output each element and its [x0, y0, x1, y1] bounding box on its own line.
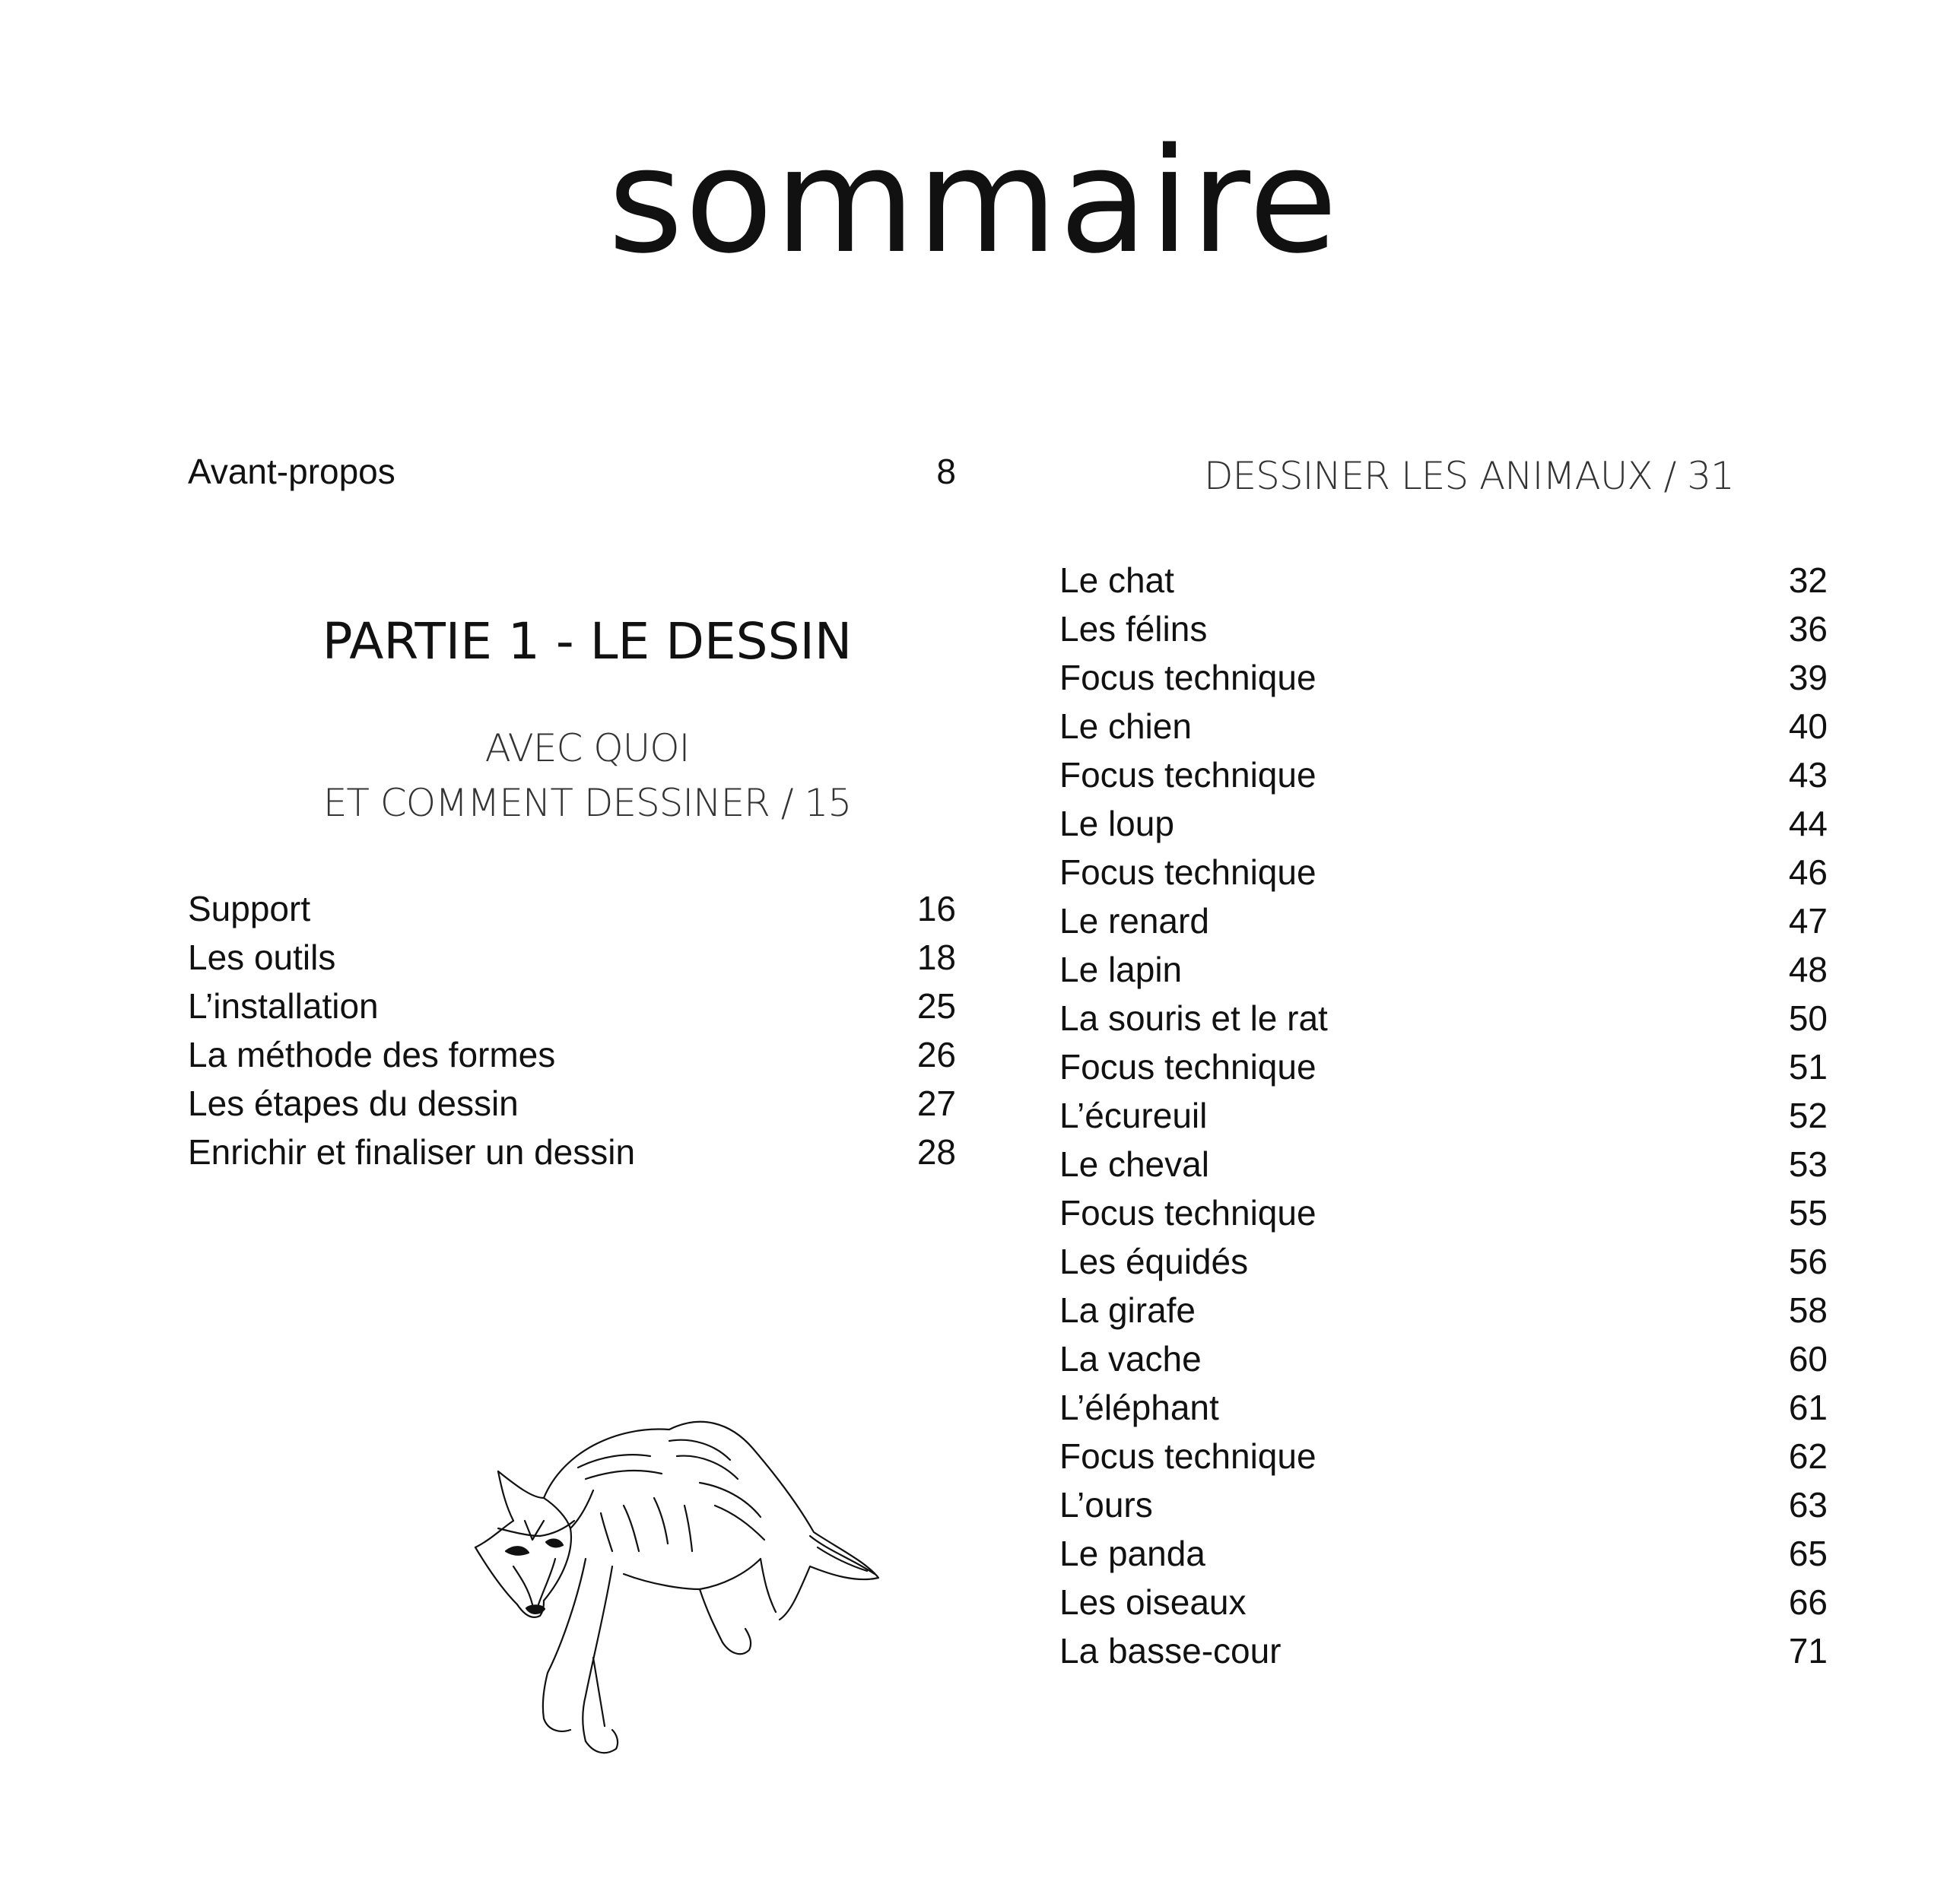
toc-entry-label: La basse-cour — [1059, 1631, 1282, 1671]
toc-entry-page: 44 — [1788, 804, 1828, 843]
toc-entry-page: 43 — [1788, 755, 1828, 795]
toc-entry-page: 46 — [1788, 852, 1828, 892]
wolf-drawing-icon — [472, 1384, 882, 1779]
toc-entry-label: Focus technique — [1059, 1436, 1317, 1476]
toc-entry-page: 27 — [916, 1084, 956, 1123]
part-title: PARTIE 1 - LE DESSIN — [322, 612, 853, 671]
toc-entry-label: Les félins — [1059, 609, 1208, 649]
toc-entry-page: 55 — [1788, 1193, 1828, 1233]
section-heading-line2: ET COMMENT DESSINER / 15 — [322, 781, 852, 825]
toc-entry-label: La méthode des formes — [188, 1035, 556, 1074]
toc-entry-label: Enrichir et finaliser un dessin — [188, 1132, 636, 1172]
toc-entry-page: 28 — [916, 1132, 956, 1172]
toc-entry-label: Focus technique — [1059, 852, 1317, 892]
toc-entry-label: Les équidés — [1059, 1242, 1249, 1281]
section-heading-line1: AVEC QUOI — [484, 726, 690, 770]
toc-entry-page: 8 — [936, 452, 956, 491]
toc-entry-page: 71 — [1788, 1631, 1828, 1671]
toc-entry-label: Les outils — [188, 938, 336, 977]
toc-entry-label: Focus technique — [1059, 1047, 1317, 1087]
toc-entry-label: Focus technique — [1059, 658, 1317, 697]
section-heading-part1 — [188, 721, 986, 830]
toc-entry-page: 50 — [1788, 998, 1828, 1038]
toc-entry-label: Support — [188, 889, 311, 928]
toc-entry-page: 18 — [916, 938, 956, 977]
toc-entry-label: L’installation — [188, 986, 379, 1026]
toc-entry-label: Avant-propos — [188, 452, 395, 491]
toc-entry-page: 56 — [1788, 1242, 1828, 1281]
toc-entry-page: 61 — [1788, 1388, 1828, 1427]
toc-entry-page: 53 — [1788, 1144, 1828, 1184]
toc-entry-label: Le loup — [1059, 804, 1174, 843]
toc-entry-page: 36 — [1788, 609, 1828, 649]
toc-entry-page: 65 — [1788, 1534, 1828, 1573]
toc-entry-label: L’ours — [1059, 1485, 1153, 1525]
toc-entry-label: Le cheval — [1059, 1144, 1209, 1184]
toc-entry-page: 66 — [1788, 1582, 1828, 1622]
toc-entry-page: 47 — [1788, 901, 1828, 941]
toc-entry-page: 52 — [1788, 1096, 1828, 1135]
toc-entry-label: L’écureuil — [1059, 1096, 1208, 1135]
toc-entry-label: Le chien — [1059, 706, 1192, 746]
toc-entry-page: 26 — [916, 1035, 956, 1074]
toc-entry-label: La souris et le rat — [1059, 998, 1328, 1038]
toc-entry-label: La girafe — [1059, 1290, 1196, 1330]
toc-entry-label: Focus technique — [1059, 755, 1317, 795]
toc-entry-page: 60 — [1788, 1339, 1828, 1379]
toc-entry-label: Focus technique — [1059, 1193, 1317, 1233]
page-title: sommaire — [608, 117, 1339, 285]
toc-entry-page: 51 — [1788, 1047, 1828, 1087]
toc-entry-page: 25 — [916, 986, 956, 1026]
section-heading-animals: DESSINER LES ANIMAUX / 31 — [1204, 454, 1734, 498]
toc-entry-page: 40 — [1788, 706, 1828, 746]
toc-entry-page: 58 — [1788, 1290, 1828, 1330]
toc-entry-page: 16 — [916, 889, 956, 928]
toc-entry-label: Le lapin — [1059, 950, 1183, 989]
toc-entry-page: 39 — [1788, 658, 1828, 697]
toc-entry-label: L’éléphant — [1059, 1388, 1219, 1427]
toc-entry-page: 48 — [1788, 950, 1828, 989]
toc-entry-label: Les oiseaux — [1059, 1582, 1247, 1622]
toc-entry-label: Le renard — [1059, 901, 1209, 941]
toc-entry-page: 63 — [1788, 1485, 1828, 1525]
toc-entry-page: 62 — [1788, 1436, 1828, 1476]
toc-entry-label: Le panda — [1059, 1534, 1205, 1573]
toc-entry-label: Les étapes du dessin — [188, 1084, 519, 1123]
toc-entry-label: Le chat — [1059, 560, 1174, 600]
toc-entry-label: La vache — [1059, 1339, 1202, 1379]
toc-entry-page: 32 — [1788, 560, 1828, 600]
